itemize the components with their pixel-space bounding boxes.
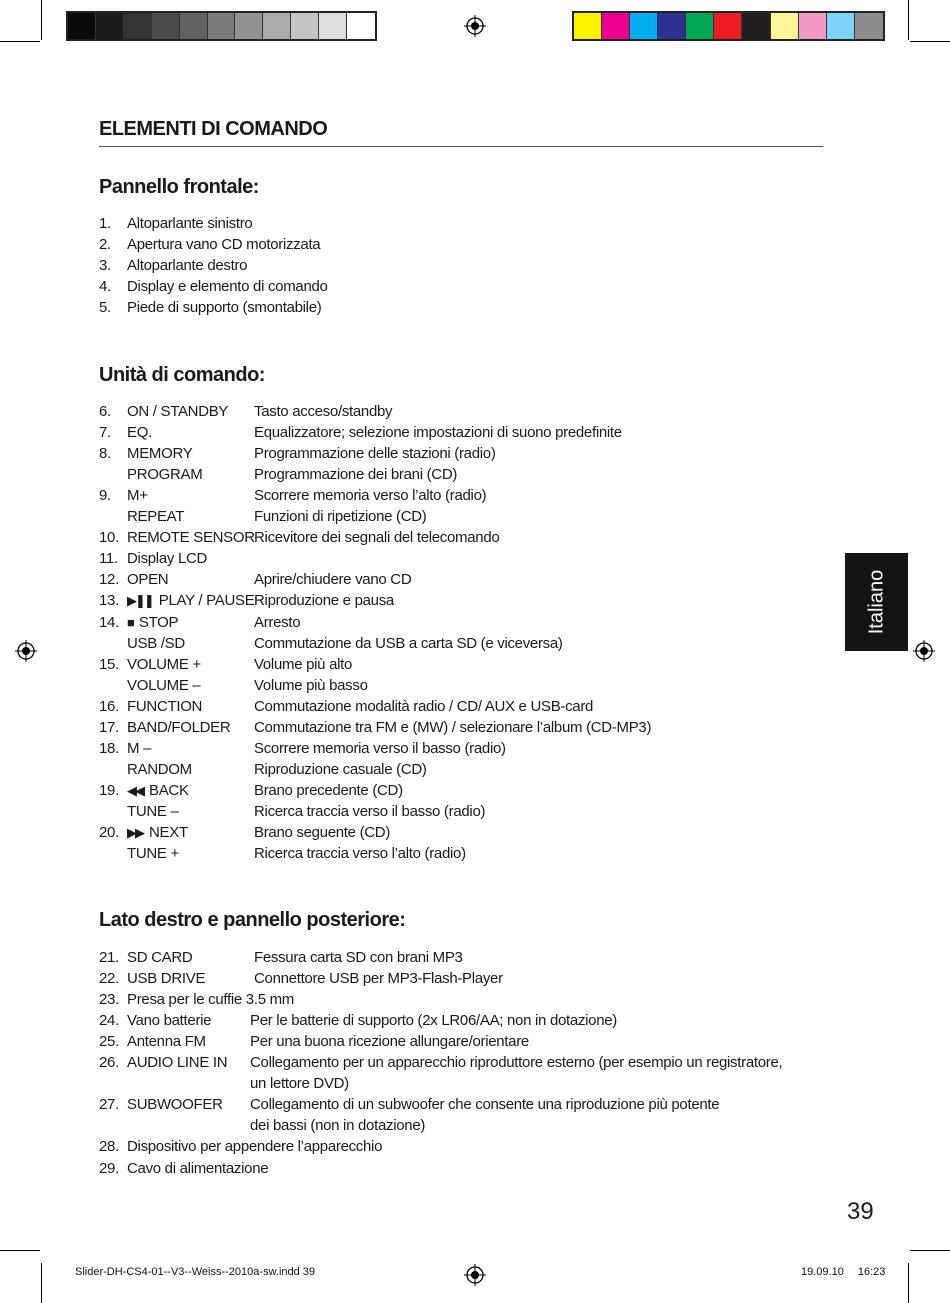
item-label-text: TUNE – (127, 802, 179, 820)
item-number: 27. (99, 1096, 119, 1114)
item-label (127, 1136, 382, 1157)
registration-mark-icon (913, 640, 935, 662)
item-label-text: AUDIO LINE IN (127, 1054, 228, 1072)
item-description: Commutazione modalità radio / CD/ AUX e USB-card (254, 697, 594, 715)
item-description: Scorrere memoria verso il basso (radio) (254, 739, 506, 757)
item-number: 19. (99, 781, 119, 799)
item-number: 9. (99, 487, 111, 505)
item-label-text: Vano batterie (127, 1012, 212, 1030)
item-label (127, 738, 151, 759)
item-description: Scorrere memoria verso l’alto (radio) (254, 487, 487, 505)
language-tab (845, 553, 908, 651)
footer-file-info: Slider-DH-CS4-01--V3--Weiss--2010a-sw.indd 39 (75, 1266, 316, 1278)
item-description: Aprire/chiudere vano CD (254, 571, 412, 589)
item-label-text: BAND/FOLDER (127, 718, 231, 736)
footer-date: 19.09.10 (801, 1266, 844, 1278)
item-number: 4. (99, 278, 111, 296)
color-swatch (235, 13, 263, 39)
item-label-text: Cavo di alimentazione (127, 1159, 269, 1177)
grayscale-color-bar (66, 11, 377, 41)
item-label (127, 234, 320, 255)
item-label-text: MEMORY (127, 445, 193, 463)
item-description: Ricevitore dei segnali del telecomando (254, 529, 500, 547)
color-swatch (771, 13, 799, 39)
button-symbol-icon: ◀◀ (127, 782, 143, 798)
crop-mark (0, 1250, 40, 1251)
page-number: 39 (847, 1198, 874, 1225)
item-label (127, 506, 184, 527)
item-label-text: Display LCD (127, 550, 208, 568)
item-label-text: M+ (127, 487, 148, 505)
item-number: 2. (99, 236, 111, 254)
item-label-text: EQ. (127, 424, 152, 442)
item-description: Fessura carta SD con brani MP3 (254, 949, 463, 966)
item-description: Volume più alto (254, 655, 353, 673)
item-number: 6. (99, 403, 111, 420)
color-swatch (319, 13, 347, 39)
item-label (127, 759, 192, 780)
item-description: Brano precedente (CD) (254, 781, 403, 799)
item-label-text: VOLUME – (127, 676, 201, 694)
item-label-text: ON / STANDBY (127, 403, 229, 420)
front-panel-title: Pannello frontale: (99, 176, 259, 198)
color-swatch (630, 13, 658, 39)
item-label (127, 612, 178, 633)
item-label-text: FUNCTION (127, 697, 203, 715)
item-label (127, 675, 200, 696)
item-label (127, 801, 179, 822)
color-swatch (658, 13, 686, 39)
item-label (127, 464, 202, 485)
item-label (127, 297, 321, 318)
registration-mark-icon (15, 640, 37, 662)
item-number: 1. (99, 215, 111, 232)
item-label-text: Antenna FM (127, 1033, 206, 1051)
crop-mark (910, 1250, 950, 1251)
item-label (127, 443, 192, 464)
item-label (127, 1010, 211, 1031)
color-swatch (152, 13, 180, 39)
item-description: un lettore DVD) (250, 1075, 349, 1093)
item-description: Tasto acceso/standby (254, 403, 393, 420)
item-label (127, 696, 202, 717)
heading-divider (99, 146, 823, 147)
item-number: 25. (99, 1033, 119, 1051)
item-label-text: PLAY / PAUSE (158, 592, 255, 610)
item-label (127, 1158, 268, 1179)
color-swatch (855, 13, 883, 39)
item-description: Ricerca traccia verso il basso (radio) (254, 802, 486, 820)
item-description: dei bassi (non in dotazione) (250, 1117, 426, 1135)
item-number: 17. (99, 718, 119, 736)
crop-mark (41, 0, 42, 40)
crop-mark (908, 1263, 909, 1303)
item-label-text: SD CARD (127, 949, 193, 966)
item-description: Riproduzione e pausa (254, 592, 394, 610)
color-swatch (742, 13, 770, 39)
item-label-text: RANDOM (127, 760, 192, 778)
registration-mark-icon (464, 15, 486, 37)
item-label (127, 968, 205, 989)
item-label (127, 654, 201, 675)
item-number: 23. (99, 991, 119, 1009)
item-description: Commutazione da USB a carta SD (e viceversa) (254, 634, 563, 652)
item-description: Programmazione delle stazioni (radio) (254, 445, 496, 463)
item-label-text: Altoparlante sinistro (127, 215, 253, 232)
footer-timestamp (801, 1266, 885, 1278)
item-number: 7. (99, 424, 111, 442)
item-number: 21. (99, 949, 119, 966)
item-description: Collegamento di un subwoofer che consente una riproduzione più potente (250, 1096, 720, 1114)
crop-mark (910, 41, 950, 42)
item-label (127, 633, 185, 654)
item-label-text: BACK (149, 781, 189, 799)
item-label-text: NEXT (149, 824, 188, 841)
color-swatch (208, 13, 236, 39)
item-label-text: PROGRAM (127, 466, 203, 484)
item-number: 18. (99, 739, 119, 757)
item-label (127, 590, 254, 611)
item-label (127, 255, 247, 276)
item-label-text: M – (127, 739, 152, 757)
item-number: 15. (99, 655, 119, 673)
color-swatch (602, 13, 630, 39)
item-label-text: USB /SD (127, 634, 185, 652)
item-label (127, 717, 230, 738)
item-number: 8. (99, 445, 111, 463)
item-description: Funzioni di ripetizione (CD) (254, 508, 427, 526)
item-description: Programmazione dei brani (CD) (254, 466, 458, 484)
item-description: Riproduzione casuale (CD) (254, 760, 427, 778)
color-swatch (291, 13, 319, 39)
color-swatch (68, 13, 96, 39)
item-label (127, 422, 152, 443)
item-label (127, 1094, 223, 1115)
color-swatch (124, 13, 152, 39)
item-label (127, 548, 207, 569)
item-number: 12. (99, 571, 119, 589)
item-label (127, 485, 148, 506)
item-number: 20. (99, 824, 119, 841)
item-label (127, 1052, 227, 1073)
item-label (127, 569, 168, 590)
item-number: 3. (99, 257, 111, 275)
item-number: 28. (99, 1138, 119, 1156)
item-number: 5. (99, 299, 111, 317)
item-label-text: REMOTE SENSOR (127, 529, 255, 547)
language-tab-label: Italiano (865, 569, 887, 635)
item-number: 16. (99, 697, 119, 715)
color-swatch (347, 13, 375, 39)
process-color-bar (572, 11, 885, 41)
item-description: Equalizzatore; selezione impostazioni di suono predefinite (254, 424, 622, 442)
footer-time: 16:23 (857, 1266, 886, 1278)
registration-mark-icon (464, 1264, 486, 1286)
color-swatch (686, 13, 714, 39)
item-description: Ricerca traccia verso l’alto (radio) (254, 845, 466, 863)
item-label-text: REPEAT (127, 508, 185, 526)
color-swatch (799, 13, 827, 39)
item-description: Per una buona ricezione allungare/orientare (250, 1033, 529, 1051)
item-label-text: Presa per le cuffie 3.5 mm (127, 991, 295, 1009)
item-number: 22. (99, 970, 119, 988)
button-symbol-icon: ▶▶ (127, 825, 143, 840)
item-label (127, 989, 294, 1010)
item-label (127, 822, 188, 843)
control-unit-title: Unità di comando: (99, 364, 265, 386)
item-number: 11. (99, 550, 118, 568)
item-label-text: Piede di supporto (smontabile) (127, 299, 322, 317)
color-swatch (827, 13, 855, 39)
item-label (127, 276, 328, 297)
rear-panel-title: Lato destro e pannello posteriore: (99, 909, 406, 931)
color-swatch (714, 13, 742, 39)
item-label-text: USB DRIVE (127, 970, 206, 988)
item-label-text: Apertura vano CD motorizzata (127, 236, 321, 254)
item-label (127, 947, 192, 968)
item-label-text: Altoparlante destro (127, 257, 248, 275)
item-label-text: VOLUME + (127, 655, 201, 673)
item-number: 10. (99, 529, 119, 547)
item-description: Volume più basso (254, 676, 368, 694)
item-label-text: TUNE + (127, 845, 179, 863)
item-label-text: Dispositivo per appendere l’apparecchio (127, 1138, 383, 1156)
crop-mark (0, 41, 40, 42)
item-label (127, 213, 252, 234)
item-label (127, 1031, 206, 1052)
item-number: 29. (99, 1159, 119, 1177)
item-number: 24. (99, 1012, 119, 1030)
item-label (127, 780, 189, 801)
item-description: Collegamento per un apparecchio riproduttore esterno (per esempio un registratore, (250, 1054, 783, 1072)
item-label (127, 527, 255, 548)
item-description: Commutazione tra FM e (MW) / selezionare l’album (CD-MP3) (254, 718, 652, 736)
crop-mark (908, 0, 909, 40)
item-label (127, 843, 179, 864)
item-description: Per le batterie di supporto (2x LR06/AA; non in dotazione) (250, 1012, 617, 1030)
color-swatch (263, 13, 291, 39)
item-label-text: OPEN (127, 571, 169, 589)
item-description: Connettore USB per MP3-Flash-Player (254, 970, 503, 988)
item-number: 14. (99, 613, 119, 631)
crop-mark (41, 1263, 42, 1303)
item-number: 13. (99, 592, 119, 610)
color-swatch (574, 13, 602, 39)
item-description: Arresto (254, 613, 301, 631)
item-description: Brano seguente (CD) (254, 824, 391, 841)
item-label-text: STOP (138, 613, 179, 631)
button-symbol-icon: ■ (127, 614, 133, 630)
button-symbol-icon: ▶❚❚ (127, 593, 153, 609)
page-heading: ELEMENTI DI COMANDO (99, 118, 328, 140)
item-number: 26. (99, 1054, 119, 1072)
item-label-text: SUBWOOFER (127, 1096, 223, 1114)
color-swatch (180, 13, 208, 39)
item-label-text: Display e elemento di comando (127, 278, 328, 296)
color-swatch (96, 13, 124, 39)
item-label (127, 401, 228, 422)
